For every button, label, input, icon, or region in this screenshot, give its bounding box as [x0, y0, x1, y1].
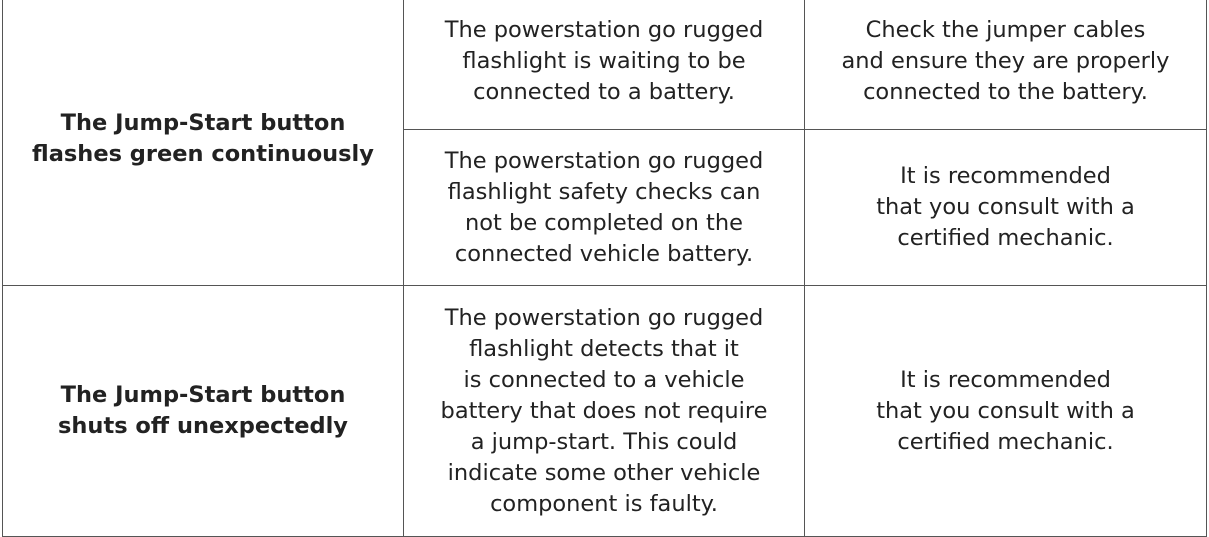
table-row [3, 286, 1207, 537]
troubleshooting-table [2, 0, 1207, 537]
cause-cell [404, 286, 805, 537]
cause-cell [404, 0, 805, 130]
solution-text: Check the jumper cables and ensure they are properly connected to the battery. [841, 16, 1170, 105]
solution-cell [805, 130, 1207, 286]
cause-text: The powerstation go rugged flashlight safety checks can not be completed on the connected vehicle battery. [444, 147, 764, 267]
issue-cell [3, 0, 404, 286]
solution-text: It is recommended that you consult with a certified mechanic. [876, 163, 1135, 251]
cause-text: The powerstation go rugged flashlight detects that it is connected to a vehicle battery that does not require a jump-start. This could indicate some other vehicle component is faulty. [440, 304, 768, 517]
issue-text: The Jump-Start button shuts off unexpectedly [58, 382, 348, 439]
table-row [3, 0, 1207, 130]
issue-text: The Jump-Start button flashes green continuously [32, 110, 374, 167]
solution-cell [805, 286, 1207, 537]
issue-cell [3, 286, 404, 537]
solution-cell [805, 0, 1207, 130]
cause-cell [404, 130, 805, 286]
solution-text: It is recommended that you consult with a certified mechanic. [876, 366, 1135, 455]
cause-text: The powerstation go rugged flashlight is waiting to be connected to a battery. [444, 16, 764, 105]
